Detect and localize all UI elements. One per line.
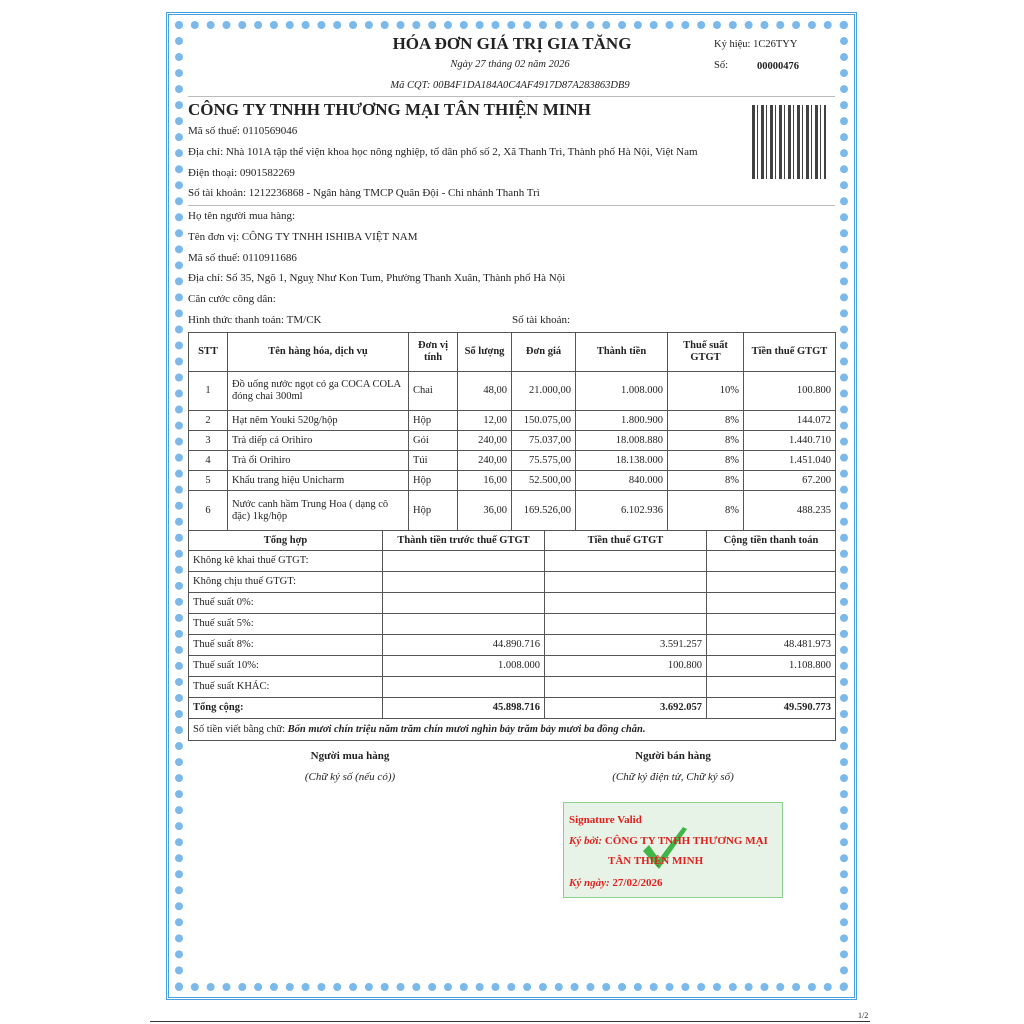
summary-cell: 44.890.716: [383, 635, 545, 656]
table-cell: 169.526,00: [512, 491, 576, 531]
table-cell: 36,00: [458, 491, 512, 531]
table-cell: 10%: [668, 372, 744, 411]
table-cell: Chai: [409, 372, 458, 411]
qr-code: [752, 105, 826, 179]
column-header: STT: [189, 333, 228, 372]
digital-signature-box[interactable]: Signature Valid Ký bởi: CÔNG TY TNHH THƯƠNG MẠI TÂN THIỆN MINH Ký ngày: 27/02/2026: [563, 802, 783, 898]
seller-phone: Điện thoại: 0901582269: [188, 167, 295, 179]
summary-cell: 100.800: [545, 656, 707, 677]
column-header: Thuế suất GTGT: [668, 333, 744, 372]
summary-row: [189, 551, 836, 572]
seller-signature-note: (Chữ ký điện tử, Chữ ký số): [612, 771, 734, 783]
table-cell: 1.800.900: [576, 411, 668, 431]
table-cell: Hộp: [409, 491, 458, 531]
summary-cell: Thuế suất 8%:: [189, 635, 383, 656]
summary-cell: [545, 572, 707, 593]
summary-cell: Thuế suất 5%:: [189, 614, 383, 635]
invoice-date: Ngày 27 tháng 02 năm 2026: [450, 59, 570, 70]
summary-cell: Thuế suất 10%:: [189, 656, 383, 677]
invoice-number: 00000476: [757, 61, 799, 72]
buyer-signature-title: Người mua hàng: [310, 750, 390, 762]
table-cell: Hộp: [409, 411, 458, 431]
summary-cell: 3.591.257: [545, 635, 707, 656]
summary-cell: [707, 614, 836, 635]
summary-cell: Thuế suất 0%:: [189, 593, 383, 614]
table-cell: Gói: [409, 431, 458, 451]
seller-account: Số tài khoản: 1212236868 - Ngân hàng TMCP Quân Đội - Chi nhánh Thanh Trì: [188, 187, 540, 199]
table-cell: Khẩu trang hiệu Unicharm: [228, 471, 409, 491]
summary-cell: [707, 551, 836, 572]
summary-cell: [545, 614, 707, 635]
table-row: [189, 431, 836, 451]
column-header: Tiền thuế GTGT: [744, 333, 836, 372]
table-cell: 150.075,00: [512, 411, 576, 431]
symbol: 1C26TYY: [753, 39, 798, 50]
table-cell: 6.102.936: [576, 491, 668, 531]
table-cell: 4: [189, 451, 228, 471]
summary-cell: [545, 593, 707, 614]
seller-address: Địa chỉ: Nhà 101A tập thể viện khoa học nông nghiệp, tổ dân phố số 2, Xã Thanh Trì, Thành phố Hà Nội, Việt Nam: [188, 146, 698, 158]
table-cell: 840.000: [576, 471, 668, 491]
summary-cell: Thuế suất KHÁC:: [189, 677, 383, 698]
table-cell: 1.008.000: [576, 372, 668, 411]
summary-row: [189, 593, 836, 614]
table-cell: 21.000,00: [512, 372, 576, 411]
table-cell: 48,00: [458, 372, 512, 411]
column-header: Tên hàng hóa, dịch vụ: [228, 333, 409, 372]
buyer-signature-note: (Chữ ký số (nếu có)): [304, 771, 396, 783]
column-header: Thành tiền: [576, 333, 668, 372]
amount-in-words: Số tiền viết bằng chữ: Bốn mươi chín triệu năm trăm chín mươi nghìn bảy trăm bảy mươi ba đồng chẵn.: [189, 719, 836, 741]
summary-cell: [383, 677, 545, 698]
table-cell: Đồ uống nước ngọt có ga COCA COLA đóng chai 300ml: [228, 372, 409, 411]
summary-cell: 1.108.800: [707, 656, 836, 677]
table-cell: Hạt nêm Youki 520g/hộp: [228, 411, 409, 431]
table-cell: Túi: [409, 451, 458, 471]
number-label: Số:: [714, 60, 729, 71]
buyer-tax: Mã số thuế: 0110911686: [188, 252, 297, 264]
buyer-name: Họ tên người mua hàng:: [188, 210, 296, 222]
column-header: Số lượng: [458, 333, 512, 372]
table-row: [189, 471, 836, 491]
summary-cell: [383, 572, 545, 593]
column-header: Đơn giá: [512, 333, 576, 372]
summary-row: [189, 572, 836, 593]
summary-cell: [545, 551, 707, 572]
total-row: [189, 698, 836, 719]
invoice-title: HÓA ĐƠN GIÁ TRỊ GIA TĂNG: [392, 34, 632, 53]
table-cell: 12,00: [458, 411, 512, 431]
buyer-account: Số tài khoản:: [512, 314, 571, 326]
summary-header: Tổng hợp: [189, 531, 383, 551]
items-table: [188, 332, 836, 531]
table-cell: 8%: [668, 411, 744, 431]
table-row: [189, 372, 836, 411]
summary-cell: [545, 677, 707, 698]
summary-header: Thành tiền trước thuế GTGT: [383, 531, 545, 551]
table-cell: 18.008.880: [576, 431, 668, 451]
summary-header: Tiền thuế GTGT: [545, 531, 707, 551]
buyer-address: Địa chỉ: Số 35, Ngõ 1, Nguỵ Như Kon Tum, Phường Thanh Xuân, Thành phố Hà Nội: [188, 272, 566, 284]
summary-cell: 1.008.000: [383, 656, 545, 677]
summary-row: [189, 677, 836, 698]
table-cell: 1.440.710: [744, 431, 836, 451]
table-cell: 144.072: [744, 411, 836, 431]
table-cell: 52.500,00: [512, 471, 576, 491]
summary-cell: [383, 593, 545, 614]
payment-method: Hình thức thanh toán: TM/CK: [188, 314, 322, 326]
summary-row: [189, 656, 836, 677]
buyer-unit: Tên đơn vị: CÔNG TY TNHH ISHIBA VIỆT NAM: [188, 231, 418, 243]
table-cell: 6: [189, 491, 228, 531]
summary-cell: [707, 677, 836, 698]
table-cell: Trà ổi Orihiro: [228, 451, 409, 471]
table-cell: 100.800: [744, 372, 836, 411]
table-cell: 8%: [668, 451, 744, 471]
total-cell: Tổng cộng:: [189, 698, 383, 719]
table-cell: Hộp: [409, 471, 458, 491]
table-cell: Trà diếp cá Orihiro: [228, 431, 409, 451]
summary-header: Cộng tiền thanh toán: [707, 531, 836, 551]
table-row: [189, 411, 836, 431]
table-cell: 8%: [668, 491, 744, 531]
total-cell: 45.898.716: [383, 698, 545, 719]
table-cell: 75.037,00: [512, 431, 576, 451]
table-row: [189, 491, 836, 531]
tax-authority-code: Mã CQT: 00B4F1DA184A0C4AF4917D87A283863DB9: [390, 80, 630, 91]
summary-cell: [707, 572, 836, 593]
seller-name: CÔNG TY TNHH THƯƠNG MẠI TÂN THIỆN MINH: [188, 100, 591, 119]
summary-cell: Không chịu thuế GTGT:: [189, 572, 383, 593]
summary-cell: 48.481.973: [707, 635, 836, 656]
summary-table: [188, 530, 836, 741]
table-cell: 18.138.000: [576, 451, 668, 471]
table-cell: 240,00: [458, 431, 512, 451]
summary-cell: [383, 551, 545, 572]
summary-row: [189, 614, 836, 635]
signer-name: TÂN THIỆN MINH: [608, 855, 704, 867]
table-cell: 2: [189, 411, 228, 431]
column-header: Đơn vị tính: [409, 333, 458, 372]
summary-row: [189, 635, 836, 656]
table-cell: 16,00: [458, 471, 512, 491]
table-cell: 5: [189, 471, 228, 491]
table-cell: 75.575,00: [512, 451, 576, 471]
table-cell: 3: [189, 431, 228, 451]
summary-cell: Không kê khai thuế GTGT:: [189, 551, 383, 572]
table-cell: 67.200: [744, 471, 836, 491]
table-cell: Nước canh hầm Trung Hoa ( dạng cô đặc) 1kg/hộp: [228, 491, 409, 531]
table-cell: 1: [189, 372, 228, 411]
table-cell: 488.235: [744, 491, 836, 531]
table-cell: 8%: [668, 431, 744, 451]
symbol-label: Ký hiệu:: [714, 39, 751, 50]
signature-valid-label: Signature Valid: [569, 814, 642, 826]
total-cell: 49.590.773: [707, 698, 836, 719]
seller-tax: Mã số thuế: 0110569046: [188, 125, 298, 137]
table-cell: 1.451.040: [744, 451, 836, 471]
buyer-id: Căn cước công dân:: [188, 293, 276, 305]
table-cell: 240,00: [458, 451, 512, 471]
seller-signature-title: Người bán hàng: [635, 750, 711, 762]
page-number: 1/2: [858, 1011, 869, 1020]
summary-cell: [383, 614, 545, 635]
table-row: [189, 451, 836, 471]
table-cell: 8%: [668, 471, 744, 491]
total-cell: 3.692.057: [545, 698, 707, 719]
summary-cell: [707, 593, 836, 614]
